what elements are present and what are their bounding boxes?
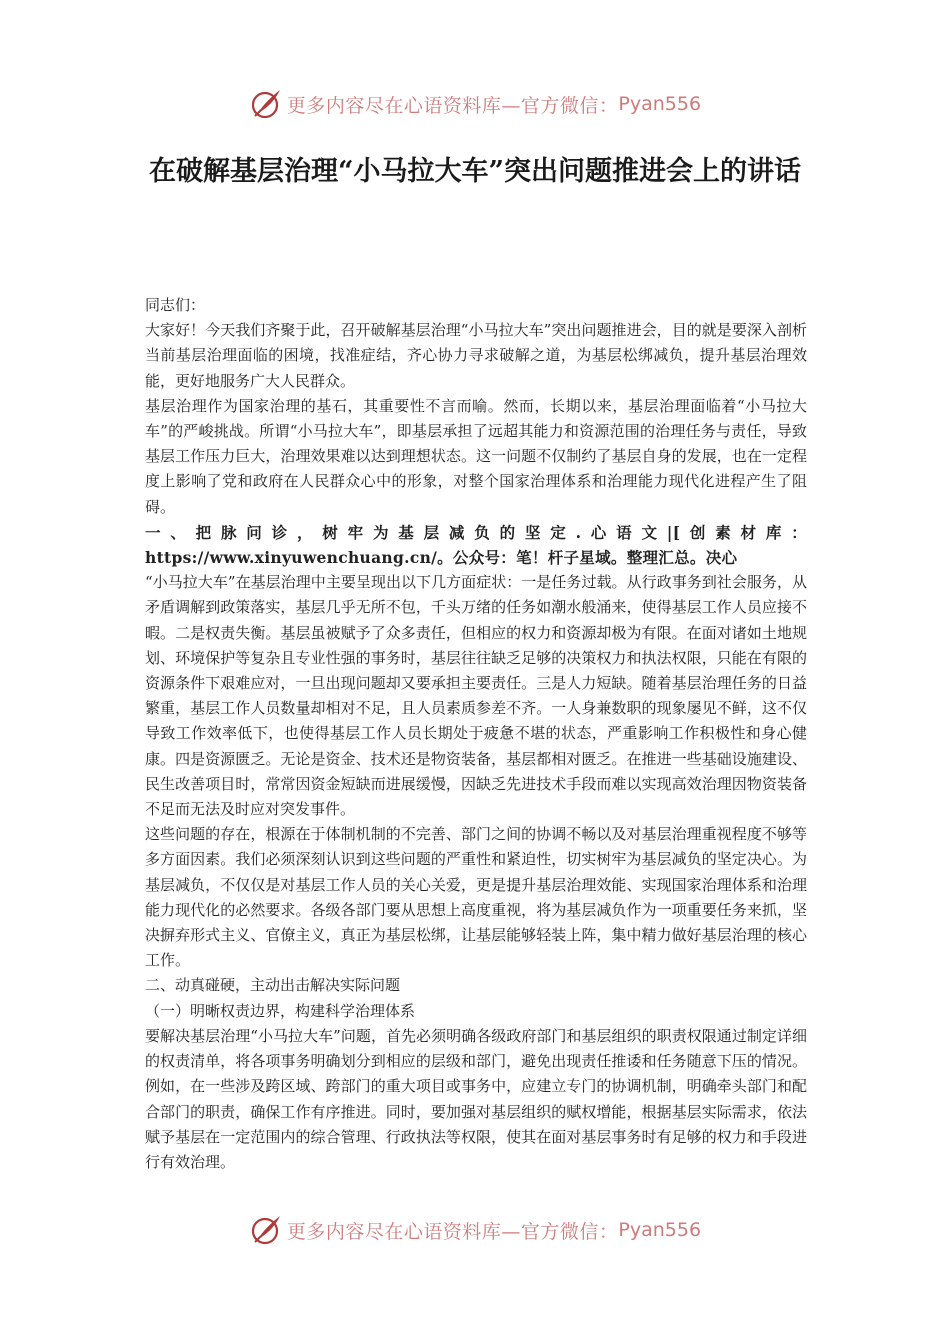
subsection-heading: （一）明晰权责边界，构建科学治理体系	[145, 1001, 416, 1020]
watermark-text: 更多内容尽在心语资料库—官方微信：	[286, 1220, 619, 1243]
watermark-text: 更多内容尽在心语资料库—官方微信：	[286, 94, 619, 117]
watermark-header	[0, 84, 950, 124]
document-body	[145, 293, 807, 1175]
salutation: 同志们：	[145, 296, 206, 314]
section-heading-2: 二、动真碰硬，主动出击解决实际问题	[145, 976, 401, 995]
paragraph: 基层治理作为国家治理的基石，其重要性不言而喻。然而，长期以来，基层治理面临着“小马拉大车”的严峻挑战。所谓“小马拉大车”，即基层承担了远超其能力和资源范围的治理任务与责任，导致基层工作压力巨大，治理效果难以达到理想状态。这一问题不仅制约了基层自身的发展，也在一定程度上影响了党和政府在人民群众心中的形象，对整个国家治理体系和治理能力现代化进程产生了阻碍。	[145, 396, 807, 516]
paragraph: 要解决基层治理“小马拉大车”问题，首先必须明确各级政府部门和基层组织的职责权限通过制定详细的权责清单，将各项事务明确划分到相应的层级和部门，避免出现责任推诿和任务随意下压的情况。例如，在一些涉及跨区域、跨部门的重大项目或事务中，应建立专门的协调机制，明确牵头部门和配合部门的职责，确保工作有序推进。同时，要加强对基层组织的赋权增能，根据基层实际需求，依法赋予基层在一定范围内的综合管理、行政执法等权限，使其在面对基层事务时有足够的权力和手段进行有效治理。	[145, 1026, 807, 1171]
watermark-id: Pyan556	[618, 93, 702, 115]
watermark-id: Pyan556	[618, 1219, 702, 1241]
document-title: 在破解基层治理“小马拉大车”突出问题推进会上的讲话	[148, 156, 802, 187]
paragraph: 大家好！今天我们齐聚于此，召开破解基层治理“小马拉大车”突出问题推进会，目的就是要深入剖析当前基层治理面临的困境，找准症结，齐心协力寻求破解之道，为基层松绑减负，提升基层治理效能，更好地服务广大人民群众。	[145, 321, 807, 390]
quill-logo-icon	[249, 87, 283, 121]
paragraph: “小马拉大车”在基层治理中主要呈现出以下几方面症状：一是任务过载。从行政事务到社会服务，从矛盾调解到政策落实，基层几乎无所不包，千头万绪的任务如潮水般涌来，使得基层工作人员应接不暇。二是权责失衡。基层虽被赋予了众多责任，但相应的权力和资源却极为有限。在面对诸如土地规划、环境保护等复杂且专业性强的事务时，基层往往缺乏足够的决策权力和执法权限，只能在有限的资源条件下艰难应对，一旦出现问题却又要承担主要责任。三是人力短缺。随着基层治理任务的日益繁重，基层工作人员数量却相对不足，且人员素质参差不齐。一人身兼数职的现象屡见不鲜，这不仅导致工作效率低下，也使得基层工作人员长期处于疲惫不堪的状态，严重影响工作积极性和身心健康。四是资源匮乏。无论是资金、技术还是物资装备，基层都相对匮乏。在推进一些基础设施建设、民生改善项目时，常常因资金短缺而进展缓慢，因缺乏先进技术手段而难以实现高效治理因物资装备不足而无法及时应对突发事件。	[145, 573, 807, 819]
paragraph: 这些问题的存在，根源在于体制机制的不完善、部门之间的协调不畅以及对基层治理重视程度不够等多方面因素。我们必须深刻认识到这些问题的严重性和紧迫性，切实树牢为基层减负的坚定决心。为基层减负，不仅仅是对基层工作人员的关心关爱，更是提升基层治理效能、实现国家治理体系和治理能力现代化的必然要求。各级各部门要从思想上高度重视，将为基层减负作为一项重要任务来抓，坚决摒弃形式主义、官僚主义，真正为基层松绑，让基层能够轻装上阵，集中精力做好基层治理的核心工作。	[145, 825, 807, 970]
watermark-footer	[0, 1210, 950, 1250]
section-heading-1: 一、把脉问诊，树牢为基层减负的坚定.心语文|[创素材库：https://www.xinyuwenchuang.cn/。公众号：笔！杆子星域。整理汇总。决心	[145, 522, 807, 568]
quill-logo-icon	[249, 1213, 283, 1247]
